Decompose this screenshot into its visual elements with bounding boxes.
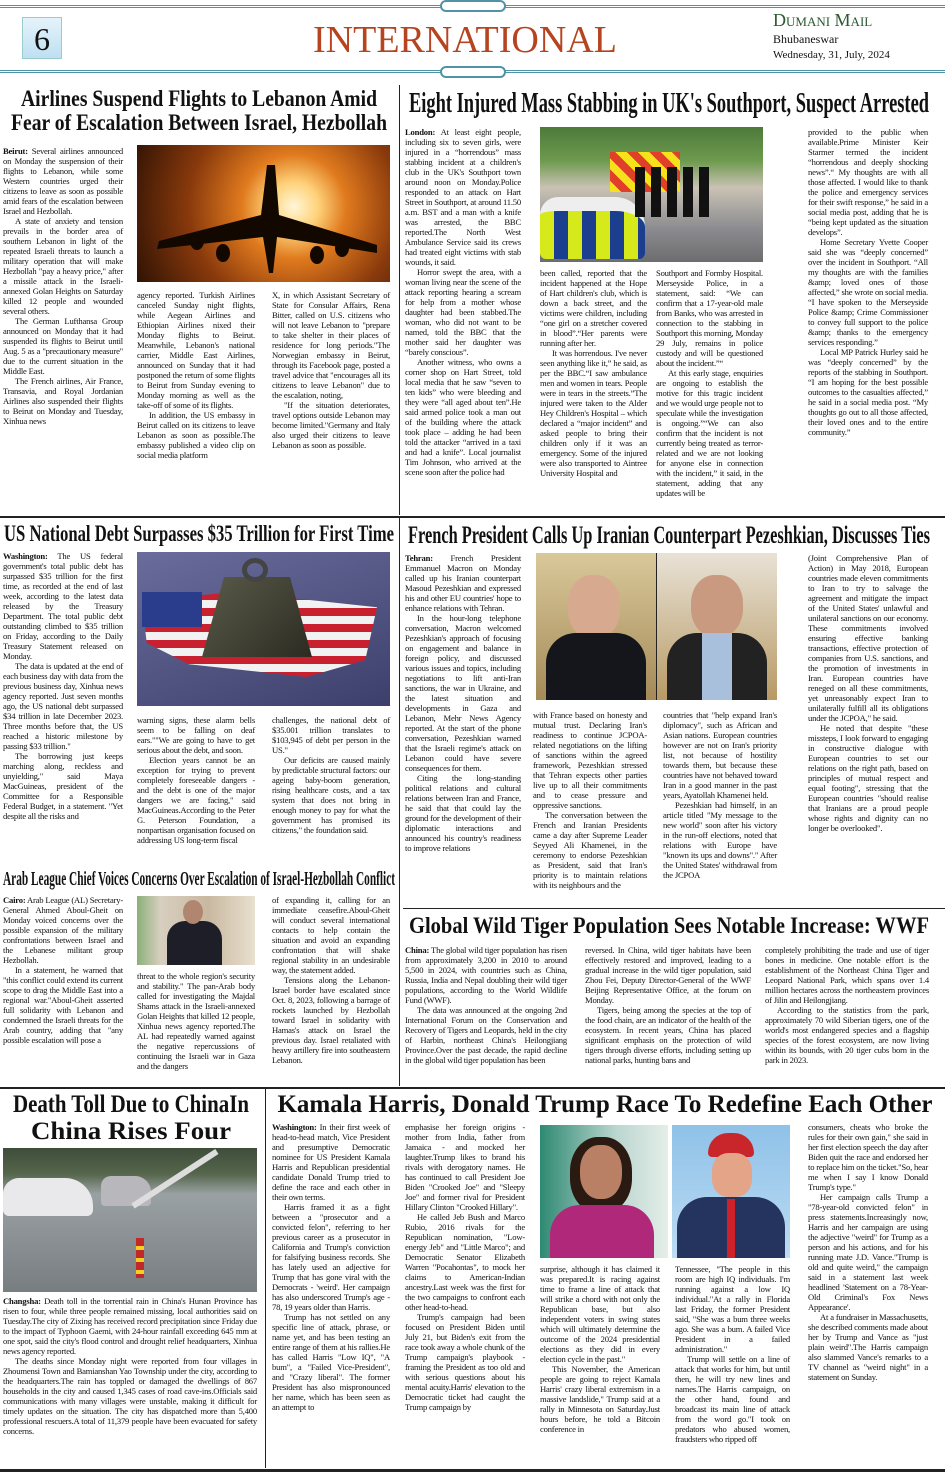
suit: [546, 633, 646, 700]
photo-debt-weight: [137, 552, 390, 706]
paragraph-text: Her campaign calls Trump a "78-year-old convicted felon" in press statements.Increasingly now, Harris and her campaign are using the adjective "weird" for Trump as a person and his actions, and for his running mate J.D. Vance."Trump is old and quite weird," the campaign said in a statement last week headlined 'Statement on a 78-Year-Old Criminal's Fox News Appearance'.: [808, 1192, 928, 1312]
paragraph-text: He noted that despite "these missteps, I look forward to engaging in constructive dialogue with European countries to set our relations on the right path, based on principles of mutual respect and equal footing", stressing that the European countries "should realise that Iranians are a proud people whose rights and dignity can no longer be overlooked".: [808, 723, 928, 833]
paragraph: [405, 773, 521, 853]
face: [568, 575, 620, 639]
paragraph: [3, 1296, 257, 1356]
paragraph-text: Southport and Formby Hospital. Merseyside Police, in a statement, said: “We can confirm that a 17-year-old male from Banks, who was arrested in connection to the stabbing in Southport this morning, Monday 29 July, remains in police custody and will be questioned about the incident.”“: [656, 268, 763, 368]
paragraph-text: X, in which Assistant Secretary of State for Consular Affairs, Rena Bitter, called on U.S. citizens who will not leave Lebanon to "prepare to take shelter in their places of residence for long periods."The Norwegian embassy in Beirut, through its Facebook page, posted a travel advice that "encourages all its citizens to leave Lebanon" due to the escalation, noting,: [272, 290, 390, 400]
paragraph-text: Home Secretary Yvette Cooper said she was “deeply concerned” over the incident in Southport. “All my thoughts are with the families &amp; loved ones of those affected,” she wrote on social media. “I have spoken to the Merseyside Police &amp; Crime Commissioner to convey full support to the police &amp; thanks to the emergency services responding.”: [808, 237, 928, 347]
paragraph-text: At this early stage, enquiries are ongoing to establish the motive for this tragic incident and we would urge people not to speculate while the investigation is ongoing.”“We can also confirm that the incident is not currently being treated as terror-related and we are not looking for anyone else in connection with the incident,” it said, in the statement, adding that any updates will be: [656, 368, 763, 498]
photo-kamala-harris: [540, 1125, 668, 1258]
tie: [727, 1199, 735, 1258]
paragraph: [540, 348, 647, 478]
article-column: [808, 1122, 928, 1467]
paragraph: [272, 290, 390, 400]
article-column: [675, 1264, 790, 1467]
paragraph: [405, 1212, 525, 1312]
photo-macron: [536, 553, 656, 700]
paragraph-text: Tigers, being among the species at the top of the food chain, are an indicator of the health of the ecosystem. In recent years, China has placed significant emphasis on the protection of wild tigers through diverse efforts, including setting up national parks, hunting bans and: [585, 1005, 751, 1065]
headline-text: Kamala Harris, Donald Trump Race To Redefine Each Other: [277, 1091, 933, 1118]
paragraph-text: The conversation between the French and Iranian Presidents came a day after Supreme Leader Seyyed Ali Khamenei, in the ceremony to endorse Pezeshkian as President, said that Iran's priority is to maintain relations with its neighbours and the: [533, 810, 647, 890]
photo-pezeshkian: [657, 553, 777, 700]
face: [580, 1145, 622, 1199]
speaker-head: [183, 900, 203, 924]
bollard: [136, 1238, 144, 1278]
headline-text: Global Wild Tiger Population Sees Notable Increase: WWF: [409, 913, 929, 938]
headline-china-flood[interactable]: [0, 1090, 262, 1146]
paragraph: [765, 1005, 929, 1065]
paragraph-text: Horror swept the area, with a woman living near the scene of the attack reporting hearing a scream for help from a mother whose daughter had been stabbed.The woman, who did not want to be named, told the BBC that the mother said her daughter was “barely conscious”.: [405, 267, 521, 357]
photo-airplane-sunset: [137, 145, 390, 282]
paragraph: [3, 146, 123, 216]
paragraph-text: Election years cannot be an exception for trying to prevent completely foreseeable dangers - and the debt is one of the major dangers we are facing," said MacGuineas.According to the Peter G. Peterson Foundation, a nonpartisan organisation focused on addressing US long-term fiscal: [137, 755, 255, 845]
paragraph: [405, 553, 521, 613]
paragraph-text: consumers, cheats who broke the rules for their own gain," she said in her first election speech the day after Biden quit the race and endorsed her to replace him on the ticket."So, hear me when I say I know Donald Trump's type.": [808, 1122, 928, 1192]
paragraph: [533, 710, 647, 810]
paragraph: [540, 1264, 660, 1364]
headline-southport[interactable]: [405, 86, 933, 120]
article-column: [3, 146, 123, 511]
paragraph-text: The deaths since Monday night were reported from four villages in Zhoumensi Town and Bamianshan Yao Township under the city, according to the headquarters.The rain has toppled or damaged the dwellings of 867 households in the city and caused 1,345 cases of road cave-ins.Officials said communications with many villages were unstable, making it difficult for timely updates on the situation. The city has dispatched more than 5,400 professional rescuers.A total of 11,379 people have been evacuated for safety concerns.: [3, 1356, 257, 1436]
paragraph-text: French President Emmanuel Macron on Monday called up his Iranian counterpart Masoud Pezeshkian and expressed his and other EU countries' hope to enhance relations with Tehran.: [405, 553, 522, 613]
paragraph: [675, 1264, 790, 1354]
paragraph: [808, 1122, 928, 1192]
paragraph-text: of expanding it, calling for an immediate ceasefire.Aboul-Gheit will conduct several international contacts to help contain the situation and avoid an expanding confrontation that will shake regional stability in an undesirable way, the statement added.: [272, 895, 390, 975]
weight-ring: [242, 558, 268, 582]
article-column: [808, 553, 928, 905]
paragraph-text: The global wild tiger population has risen from approximately 3,200 in 2010 to around 5,500 in 2024, with countries such as China, Russia, India and Nepal doubling their wild tiger populations, according to the World Wildlife Fund (WWF).: [405, 945, 568, 1005]
dateline: Changsha:: [3, 1296, 41, 1306]
paragraph-text: emphasise her foreign origins - mother from India, father from Jamaica - and mocked her laughter.Trump likes to brand his rivals with derogatory names. He has continued to call President Joe Biden "Crooked Joe" and "Sleepy Joe" and former rival for President Hillary Clinton "Crooked Hillary".: [405, 1122, 525, 1212]
dateline: London:: [405, 127, 436, 137]
paragraph-text: Tensions along the Lebanon-Israel border have escalated since Oct. 8, 2023, following a barrage of rockets launched by Hezbollah toward Israel in solidarity with Hamas's attack on Israel the previous day. Israel retaliated with heavy artillery fire into southeastern Lebanon.: [272, 975, 390, 1065]
paragraph-text: Tennessee, "The people in this room are high IQ individuals. I'm running against a low IQ individual."At a rally in Florida last Friday, the former President said, "She was a bum three weeks ago. She was a bum. A failed Vice President in a failed administration.": [675, 1264, 790, 1354]
paragraph: [137, 290, 255, 410]
top-ornament: [440, 0, 506, 12]
paragraph-text: In their first week of head-to-head match, Vice President and presumptive Democratic nominee for US President Kamala Harris and Republican presidential candidate Donald Trump tried to define the race and each other in their own terms.: [272, 1122, 391, 1202]
car: [3, 1178, 93, 1216]
paragraph-text: Harris framed it as a fight between a "prosecutor and a convicted felon", referring to her previous career as a prosecutor in California and Trump's conviction for falsifying business records. She has lately used an adjective for Trump that has gone viral with the Democrats - 'weird'. Her campaign has also underscored Trump's age - 78, 19 years older than Harris.: [272, 1202, 390, 1312]
paragraph: [808, 127, 928, 237]
paragraph: [656, 368, 763, 498]
paragraph-text: At least eight people, including six to seven girls, were injured in a “horrendous” mass stabbing incident at a children's club in the UK's Southport town around noon on Monday.Police responded to an attack on Hart Street in Southport, at around 11.50 a.m. BST and a man with a knife was arrested, the BBC reported.The North West Ambulance Service said its crews had treated eight victims with stab wounds, it said.: [405, 127, 521, 267]
paragraph-text: The US federal government's total public debt has surpassed $35 trillion for the first time, as recorded at the end of last week, according to the latest data released by the Treasury Department. The total public debt outstanding climbed to $35 trillion on Friday, according to the Daily Treasury Statement released on Monday.: [3, 551, 123, 661]
paragraph-text: Citing the long-standing political relations and cultural relations between Iran and France, he said that that could lay the ground for the development of their diplomatic interactions and announced his country's readiness to improve relations: [405, 773, 521, 853]
article-column: [585, 945, 751, 1080]
paragraph-text: The data is updated at the end of each business day with data from the previous business day, Xinhua news agency reported. Just seven months ago, the US national debt surpassed $34 trillion in late December 2023. Three months before that, the US reached a historic milestone by passing $33 trillion.": [3, 661, 123, 751]
column-divider: [265, 1088, 266, 1468]
paragraph-text: been called, reported that the incident happened at the Hope of Hart children's club, which is down a back street, and the victims were children, including “one girl on a stretcher covered in blood”.“Her parents were running after her.: [540, 268, 647, 348]
headline-text: Arab League Chief Voices Concerns Over Escalation of Israel-Hezbollah Conflict: [3, 868, 396, 890]
paragraph-text: In a statement, he warned that "this conflict could extend its current scope to drag the Middle East into a regional war."Aboul-Gheit asserted full solidarity with Lebanon and condemned the Israeli threats for the Arab country, adding that "any possible escalation will pose a: [3, 965, 123, 1045]
paragraph: [3, 965, 123, 1045]
paragraph-text: completely prohibiting the trade and use of tiger bones in medicine. One notable effort is the establishment of the Northeast China Tiger and Leopard National Park, which spans over 1.4 million hectares across the northeastern provinces of Jilin and Heilongjiang.: [765, 945, 929, 1005]
article-column: [540, 268, 647, 513]
paragraph: [675, 1354, 790, 1444]
headline-harris-trump[interactable]: [270, 1088, 940, 1120]
headline-line: China Rises Four: [31, 1118, 231, 1145]
paragraph-text: The French airlines, Air France, Transavia, and Royal Jordanian Airlines also suspended their flights to Beirut on Monday and Tuesday, Xinhua news: [3, 376, 123, 426]
paragraph-text: agency reported. Turkish Airlines canceled Sunday night flights, while Aegean Airlines and Ethiopian Airlines nixed their Monday flights to Beirut. Meanwhile, Lebanon's national carrier, Middle East Airlines, announced on Sunday that it had postponed the return of some flights to Beirut from Sunday evening to Monday morning as well as the take-off of some of its flights.: [137, 290, 255, 410]
article-column: [272, 715, 390, 861]
paragraph: [405, 357, 521, 477]
bottom-rule: [0, 1469, 945, 1472]
dateline: China:: [405, 945, 430, 955]
page-number: 6: [22, 17, 62, 59]
article-column: [272, 290, 390, 511]
paragraph-text: "If the situation deteriorates, travel options outside Lebanon may become limited."Germany and Italy also urged their citizens to leave Lebanon as soon as possible.: [272, 400, 390, 450]
dateline: Tehran:: [405, 553, 433, 563]
speaker-suit: [167, 921, 222, 965]
headline-line: Fear of Escalation Between Israel, Hezbollah: [11, 110, 388, 135]
paragraph: [137, 755, 255, 845]
headline-text: US National Debt Surpasses $35 Trillion for First Time: [4, 521, 394, 546]
edition-city: Bhubaneswar: [773, 32, 839, 46]
paragraph: [405, 127, 521, 267]
police-car: [540, 197, 645, 259]
paragraph: [272, 1312, 390, 1412]
article-column: [405, 945, 567, 1080]
photo-flooded-street: [3, 1148, 257, 1292]
article-column: [405, 553, 521, 905]
article-column: [3, 895, 123, 1085]
section-title: INTERNATIONAL: [313, 19, 617, 61]
article-column: [272, 1122, 390, 1467]
paragraph: [272, 975, 390, 1065]
article-column: [137, 971, 255, 1085]
paragraph-text: He called Jeb Bush and Marco Rubio, 2016 rivals for the Republican nomination, "Low-energy Jeb" and "Little Marco"; and Democratic Senator Elizabeth Warren "Pocahontas", to mock her claims to American-Indian ancestry.Last week was the first for the two campaigns to confront each other head-to-head.: [405, 1212, 525, 1312]
headline-airlines[interactable]: [0, 86, 398, 138]
paragraph-text: Another witness, who owns a corner shop on Hart Street, told local media that he saw “seven to ten kids” who were bleeding and they were “all aged about ten”.He said armed police took a man out of the building where the attack took place – adding he had been told the attacker “arrived in a taxi and had a knife”. Local journalist Tim Johnson, who arrived at the scene soon after the police had: [405, 357, 521, 477]
paragraph: [808, 1192, 928, 1312]
paragraph-text: Arab League (AL) Secretary-General Ahmed Aboul-Gheit on Monday voiced concerns over the possible expansion of the military confrontations between Israel and the Lebanese militant group Hezbollah.: [3, 895, 123, 965]
paragraph-text: (Joint Comprehensive Plan of Action) in May 2018, European countries made eleven commitments to Iran to try to salvage the agreement and mitigate the impact of the United States' unlawful and unilateral sanctions on our economy. These commitments involved ensuring effective banking transactions, effective protection of companies from U.S. sanctions, and the promotion of investments in Iran. European countries have reneged on all these commitments, yet unreasonably expect Iran to unilaterally fulfill all its obligations under the JCPOA," he said.: [808, 553, 928, 723]
headline-tiger[interactable]: [405, 910, 933, 940]
article-column: [137, 290, 255, 511]
paragraph: [3, 551, 123, 661]
paragraph-text: This November, the American people are going to reject Kamala Harris' crazy liberal extremism in a massive landslide," Trump said at a rally in Minnesota on Saturday.Just hours before, he told a Bitcoin conference in: [540, 1364, 660, 1434]
paragraph: [405, 1122, 525, 1212]
paragraph: [272, 895, 390, 975]
flag-canton: [142, 592, 202, 627]
paragraph-text: Death toll in the torrential rain in China's Hunan Province has risen to four, while three people remained missing, local authorities said on Tuesday.The city of Zixing has received record precipitation since Friday due to the impact of Typhoon Gaemi, with 24-hour rainfall exceeding 645 mm at one spot, said the city's flood control and drought relief headquarters, Xinhua news agency reported.: [3, 1296, 257, 1356]
airplane-silhouette-icon: [137, 145, 390, 282]
paragraph: [3, 376, 123, 426]
paragraph-text: According to the statistics from the park, approximately 70 wild Siberian tigers, one of the world's most endangered species and a flagship species of the forest ecosystem, are now living within its bounds, with 20 tiger cubs born in the park in 2023.: [765, 1005, 929, 1065]
article-column: [533, 710, 647, 905]
paragraph: [663, 800, 777, 880]
paragraph-text: reversed. In China, wild tiger habitats have been effectively restored and improved, leading to a gradual increase in the wild tiger population, said Zhou Fei, Deputy Director-General of the WWF Beijing Representative Office, at the forum on Monday.: [585, 945, 751, 1005]
section-rule: [403, 908, 945, 909]
paragraph-text: The borrowing just keeps marching along, reckless and unyielding," said Maya MacGuineas, president of the Committee for a Responsible Federal Budget, in a statement. "Yet despite all the risks and: [3, 751, 123, 821]
edition-date: Wednesday, 31, July, 2024: [773, 49, 890, 61]
paragraph-text: Several airlines announced on Monday the suspension of their flights to Lebanon, while some Western countries urged their citizens to leave as soon as possible amid fears of the escalation between Israel and Hezbollah.: [3, 146, 123, 216]
paragraph: [3, 316, 123, 376]
officers: [635, 167, 715, 217]
article-column: [656, 268, 763, 513]
paragraph-text: surprise, although it has claimed it was prepared.It is racing against time to frame a line of attack that will strike a chord with not only the Republican base, but also independent voters in swing states which will ultimately determine the outcome of the 2024 presidential elections as they did in every election cycle in the past.": [540, 1264, 660, 1364]
dateline: Washington:: [272, 1122, 317, 1132]
photo-police-scene: [540, 127, 763, 262]
paragraph-text: with France based on honesty and mutual trust. Declaring Iran's readiness to continue JCPOA-related negotiations on the lifting of sanctions within the agreed framework, Pezeshkian stressed that Tehran expects other parties live up to all their commitments and to cease pressure and oppressive sanctions.: [533, 710, 647, 810]
paragraph: [808, 237, 928, 347]
headline-arab-league[interactable]: [0, 866, 398, 892]
paragraph: [137, 971, 255, 1071]
paragraph-text: Trump has not settled on any specific line of attack, phrase, or name yet, and has been testing an entire range of them at his rallies.He has called Harris "Low IQ", "A bum", a "Failed Vice-President", and "Crazy liberal". The former President has also mispronounced her name, which has been seen as an attempt to: [272, 1312, 390, 1412]
paragraph-text: Trump will settle on a line of attack that works for him, but until then, he will try new lines and names.The Harris campaign, on the other hand, found and broadcast its main line of attack from the word go."I took on predators who abused women, fraudsters who ripped off: [675, 1354, 790, 1444]
paragraph: [272, 400, 390, 450]
paragraph-text: warning signs, these alarm bells seem to be falling on deaf ears.""We are going to have to get serious about the debt, and soon.: [137, 715, 255, 755]
photo-aboul-gheit: [137, 896, 255, 965]
article-column: [405, 1122, 525, 1467]
paragraph: [533, 810, 647, 890]
paragraph: [137, 715, 255, 755]
bottom-ornament: [440, 66, 506, 78]
jacket: [550, 1205, 654, 1258]
paragraph: [765, 945, 929, 1005]
article-column: [765, 945, 929, 1080]
photo-presidents: [536, 553, 777, 700]
paragraph: [3, 216, 123, 316]
paragraph-text: Trump's campaign had been focused on President Biden until July 21, but Biden's exit from the race took away a whole chunk of the Trump campaign's playbook - framing the President as too old and with serious questions about his mental acuity.Harris' elevation to the Democratic ticket had caught the Trump campaign by: [405, 1312, 525, 1412]
paragraph: [656, 268, 763, 368]
debt-weight-icon: [202, 577, 312, 657]
paragraph-text: Pezeshkian had himself, in an article titled "My message to the new world" soon after his victory in the run-off elections, noted that relations with Europe have "known its ups and downs"." After the United States' withdrawal from the JCPOA: [663, 800, 777, 880]
headline-macron-pezeshkian[interactable]: [405, 520, 933, 550]
paragraph: [808, 723, 928, 833]
column-divider: [399, 85, 400, 515]
article-column: [137, 715, 255, 861]
dateline: Washington:: [3, 551, 48, 561]
paragraph: [137, 410, 255, 460]
photo-donald-trump: [672, 1125, 790, 1258]
paragraph: [405, 267, 521, 357]
paragraph-text: countries that "help expand Iran's diplomacy", such as African and Asian nations. European countries however are not on Iran's priority list, not because of hostility towards them, but because these countries have not behaved toward Iran in a good manner in the past years, Ayatollah Khamenei held.: [663, 710, 777, 800]
paragraph: [663, 710, 777, 800]
paragraph-text: It was horrendous. I've never seen anything like it,” he said, as per the BBC.“I saw ambulance men and women in tears. People were in tears in the streets.”The injured were taken to the Alder Hey Children's Hospital – which declared a “major incident” and asked people to bring their children only if it was an emergency. Some of the injured were also transported to Aintree University Hospital and: [540, 348, 647, 478]
paragraph: [585, 945, 751, 1005]
dateline: Beirut:: [3, 146, 28, 156]
paragraph: [3, 661, 123, 751]
article-column: [808, 127, 928, 513]
paragraph-text: The German Lufthansa Group announced on Monday that it had suspended its flights to Beirut until Aug. 5 as a "precautionary measure" due to the current situation in the Middle East.: [3, 316, 123, 376]
headline-text: French President Calls Up Iranian Counterpart Pezeshkian, Discusses Ties: [408, 522, 931, 549]
jacket: [667, 633, 767, 700]
paragraph: [405, 1312, 525, 1412]
paragraph: [272, 1202, 390, 1312]
headline-line: Airlines Suspend Flights to Lebanon Amid: [21, 86, 378, 111]
headline-text: Eight Injured Mass Stabbing in UK's Southport, Suspect Arrested: [409, 87, 929, 119]
paragraph: [272, 1122, 390, 1202]
face: [691, 575, 743, 637]
paragraph-text: Local MP Patrick Hurley said he was “deeply concerned” by the reports of the stabbing in Southport. “I am hoping for the best possible outcomes to the casualties affected,” he said in a social media post. “My thoughts go out to all those affected, their loved ones and to the entire community.”: [808, 347, 928, 437]
paragraph: [540, 268, 647, 348]
paragraph: [808, 553, 928, 723]
paragraph-text: In addition, the US embassy in Beirut called on its citizens to leave Lebanon as soon as possible.The embassy published a video clip on social media platform: [137, 410, 255, 460]
paragraph: [405, 613, 521, 773]
masthead: Dumani Mail: [773, 10, 873, 30]
paragraph: [3, 895, 123, 965]
article-column: [405, 127, 521, 513]
section-rule: [0, 516, 945, 518]
paragraph: [405, 945, 567, 1005]
paragraph: [3, 751, 123, 821]
paragraph-text: threat to the whole region's security and stability." The pan-Arab body called for investigating the Majdal Shams attack in the Israeli-annexed Golan Heights that killed 12 people, Xinhua news agency reported.The AL had repeatedly warned against the negative repercussions of continuing the Israeli war in Gaza and the dangers: [137, 971, 255, 1071]
article-column: [540, 1264, 660, 1467]
article-column: [272, 895, 390, 1085]
paragraph: [272, 755, 390, 835]
paragraph-text: In the hour-long telephone conversation, Macron welcomed Pezeshkian's approach of focusing on engagement and balance in foreign policy, and discussed various issues and topics, including negotiations to lift anti-Iran sanctions, the war in Ukraine, and the latest situation and developments in Gaza and Lebanon, Mehr News Agency reported. At the start of the phone conversation, Pezeshkian warned that the Israeli regime's attack on Lebanon could have severe consequences for them.: [405, 613, 521, 773]
paragraph-text: At a fundraiser in Massachusetts, she described comments made about her by Trump and Vance as "just plain weird".The Harris campaign also slammed Vance's remarks to a TV channel as "weird night" in a statement on Sunday.: [808, 1312, 928, 1382]
paragraph-text: The data was announced at the ongoing 2nd International Forum on the Conservation and Recovery of Tigers and Leopards, held in the city of Harbin, northeast China's Heilongjiang Province.Over the past decade, the rapid decline in the global wild tiger population has been: [405, 1005, 567, 1065]
paragraph: [3, 1356, 257, 1436]
article-column: [3, 1296, 257, 1466]
paragraph: [540, 1364, 660, 1434]
paragraph: [405, 1005, 567, 1065]
paragraph: [808, 1312, 928, 1382]
paragraph-text: challenges, the national debt of $35.001 trillion translates to $103,945 of debt per person in the US.": [272, 715, 390, 755]
column-divider: [399, 518, 400, 1086]
paragraph-text: A state of anxiety and tension prevails in the border area of southern Lebanon in light of the repeated Israeli threats to launch a military operation that will make Hezbollah "pay a heavy price," after a missile attack in the Israeli-annexed Golan Heights on Saturday killed 12 people and wounded several others.: [3, 216, 123, 316]
face: [712, 1153, 752, 1197]
paragraph: [272, 715, 390, 755]
dateline: Cairo:: [3, 895, 26, 905]
article-column: [663, 710, 777, 905]
paragraph: [585, 1005, 751, 1065]
article-column: [3, 551, 123, 861]
paragraph-text: provided to the public when available.Prime Minister Keir Starmer termed the incident “horrendous and deeply shocking news”.“ My thoughts are with all those affected. I would like to thank the police and emergency services for their swift response,” he said in a social media post, adding that he is “being kept updated as the situation develops”.: [808, 127, 928, 237]
paragraph-text: Our deficits are caused mainly by predictable structural factors: our ageing baby-boom generation, rising healthcare costs, and a tax system that does not bring in enough money to pay for what the government has promised its citizens," the foundation said.: [272, 755, 390, 835]
headline-us-debt[interactable]: [0, 520, 398, 548]
paragraph: [808, 347, 928, 437]
headline-line: Death Toll Due to ChinaIn: [13, 1091, 250, 1118]
